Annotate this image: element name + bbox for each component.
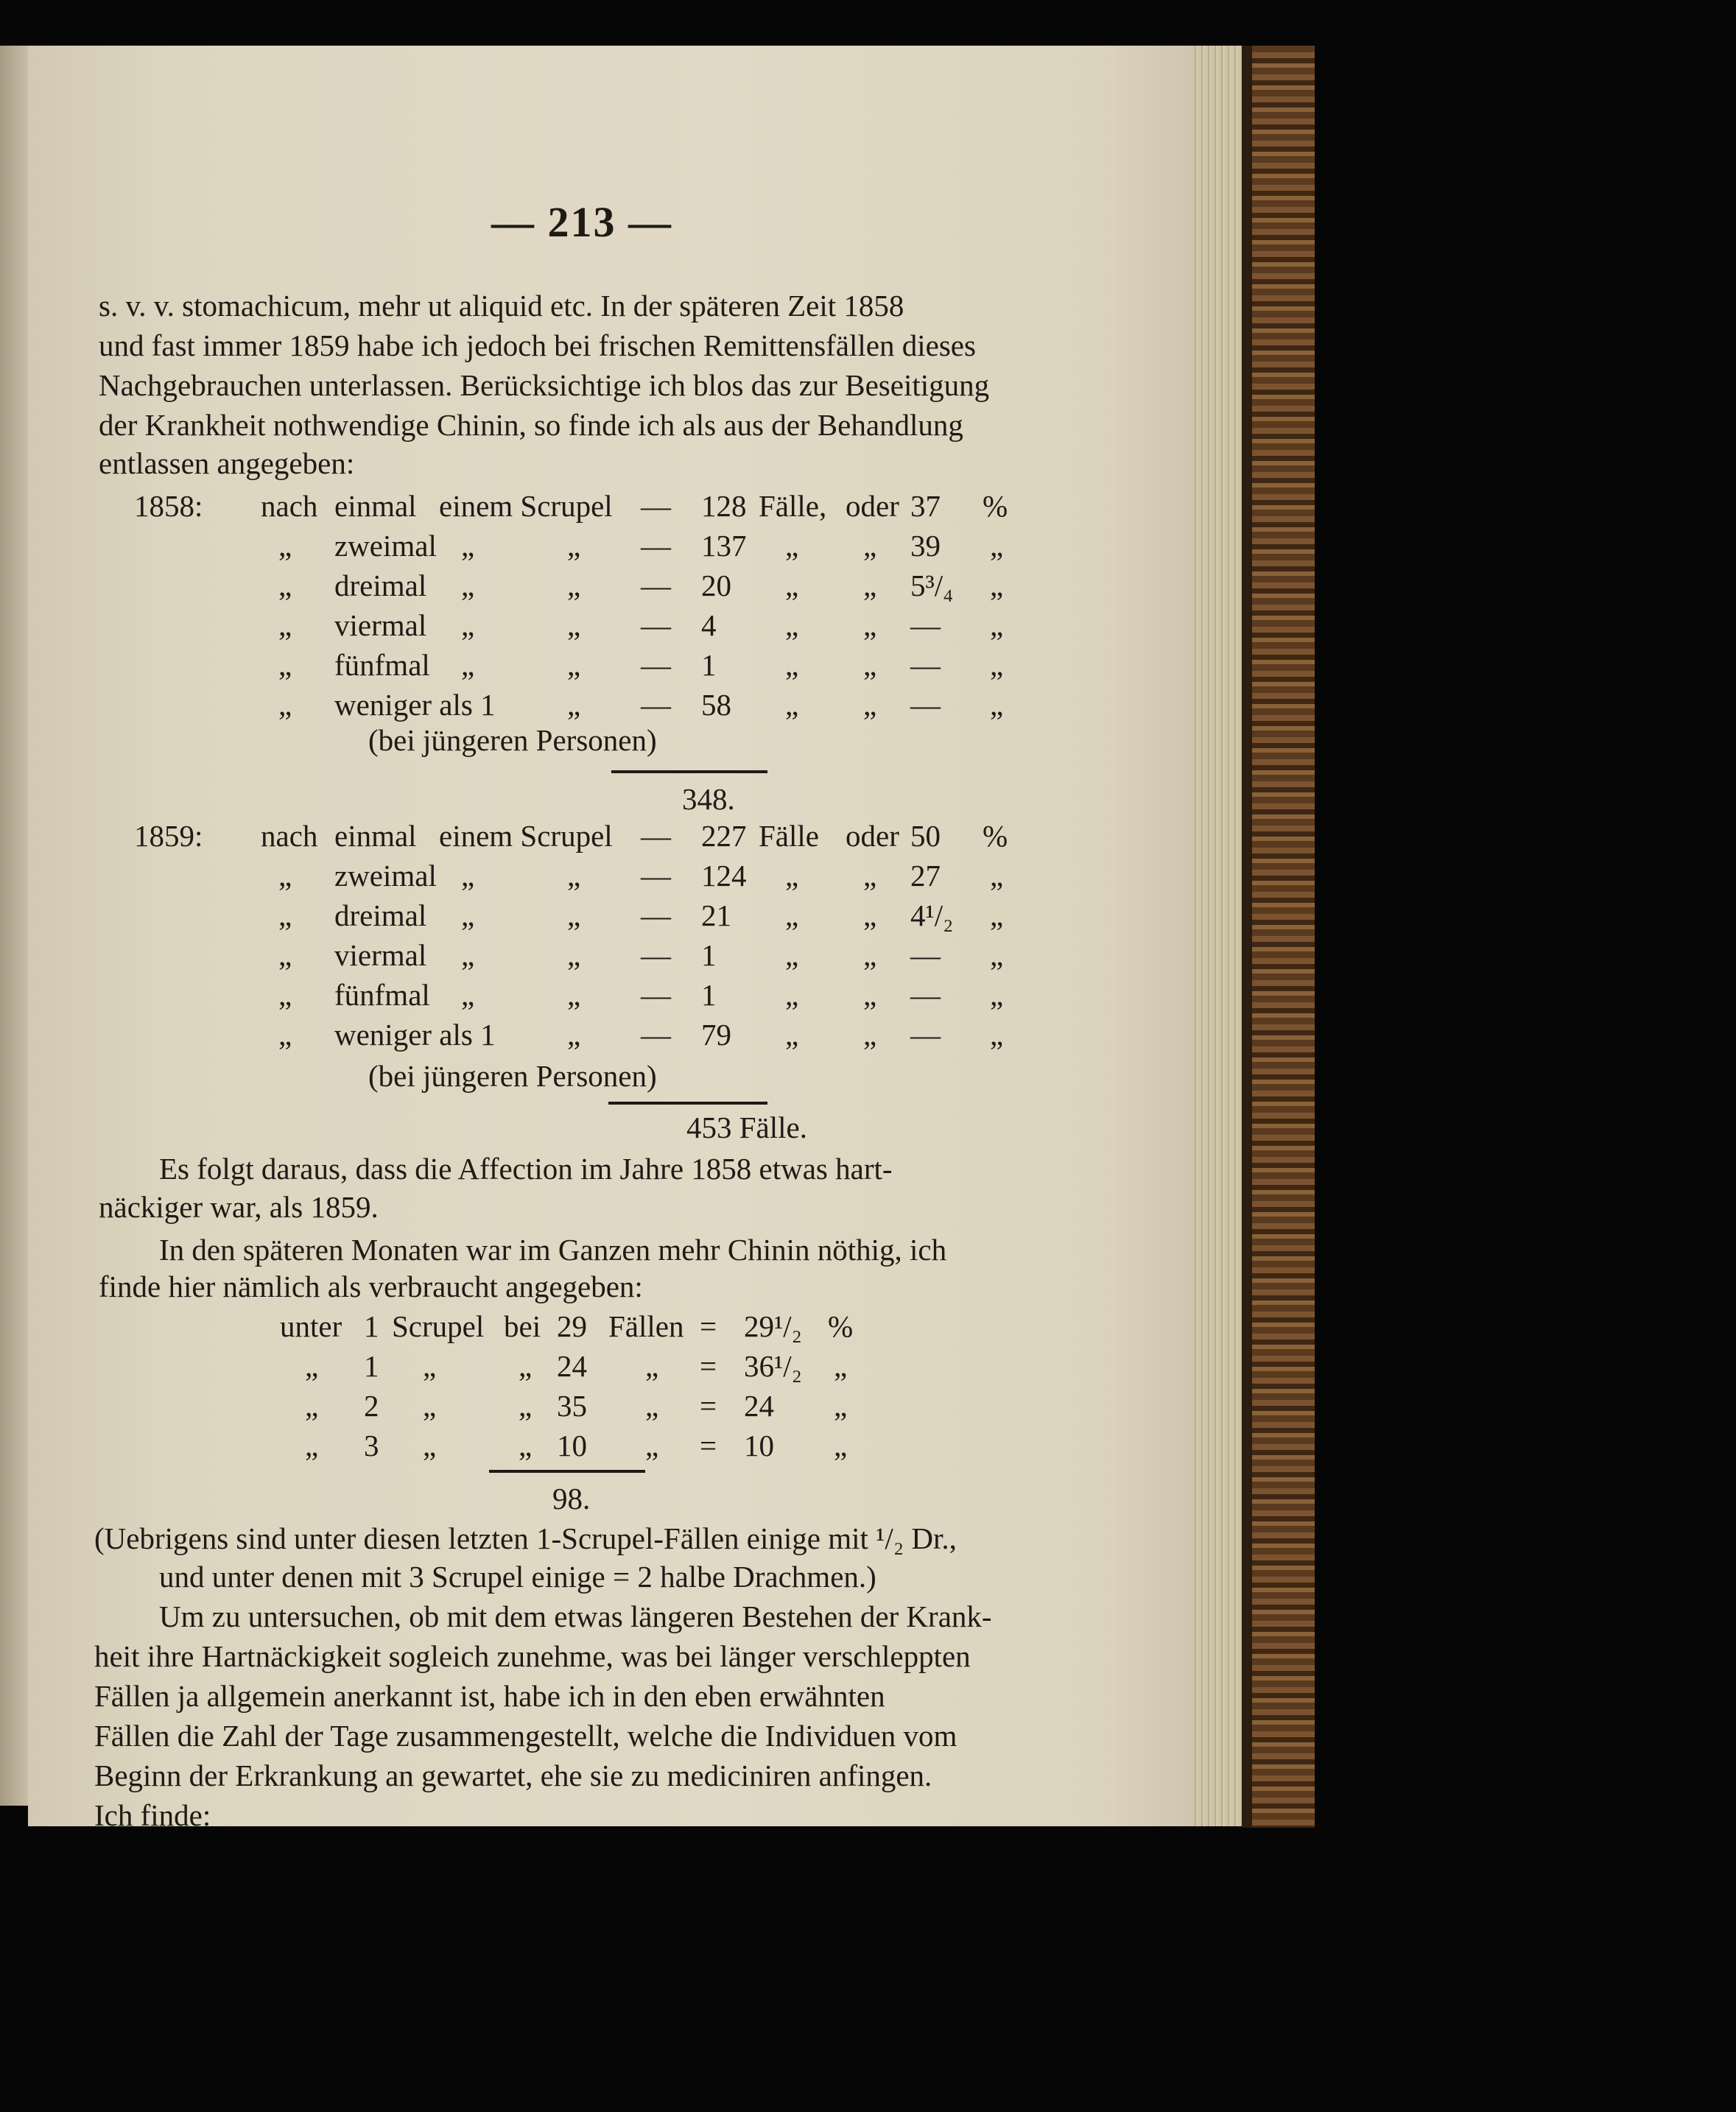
table-cell-cases: Fällen [608, 1309, 684, 1343]
facing-page-edge [0, 46, 28, 1806]
table-cell-dash: — [641, 608, 671, 642]
table-cell-d1: „ [567, 1018, 581, 1052]
para-line: Beginn der Erkrankung an gewartet, ehe sie zu mediciniren anfingen. [94, 1759, 932, 1792]
table-cell-sym: „ [834, 1429, 848, 1462]
table-cell-pct: 5³/₄ [910, 569, 954, 602]
table-cell-cases: „ [785, 1018, 799, 1052]
table-cell-pct: — [910, 648, 941, 682]
table-cell-d1: „ [567, 898, 581, 932]
table-cell-oder: „ [863, 1018, 877, 1052]
table-cell-unit: einem Scrupel [439, 489, 613, 523]
para-line: Fällen die Zahl der Tage zusammengestellt, welche die Individuen vom [94, 1719, 957, 1753]
table-cell-oder: „ [863, 529, 877, 563]
para-line: näckiger war, als 1859. [99, 1190, 379, 1224]
table-cell-unit: „ [461, 608, 475, 642]
table-cell-times: viermal [334, 938, 427, 972]
table-cell-d1: „ [567, 978, 581, 1012]
para-line: In den späteren Monaten war im Ganzen mehr Chinin nöthig, ich [159, 1233, 947, 1267]
table-cell-times: einmal [334, 489, 417, 523]
table-cell-ditto: „ [278, 938, 292, 972]
year-label-1858: 1858: [134, 489, 203, 523]
table-cell-dash: — [641, 688, 671, 722]
table-cell-d1: „ [567, 608, 581, 642]
table-cell-times: weniger als 1 [334, 688, 496, 722]
table-cell-sym: % [983, 819, 1008, 853]
table-cell-oder: „ [863, 938, 877, 972]
intro-line: s. v. v. stomachicum, mehr ut aliquid etc. In der späteren Zeit 1858 [99, 289, 904, 323]
table-note: (bei jüngeren Personen) [368, 723, 657, 757]
table-cell-count: 79 [701, 1018, 731, 1052]
table-cell-unit: „ [461, 529, 475, 563]
table-cell-ditto: „ [278, 898, 292, 932]
table-cell-lead: „ [305, 1429, 319, 1462]
table-cell-dash: — [641, 529, 671, 563]
para-line: Um zu untersuchen, ob mit dem etwas längeren Bestehen der Krank- [159, 1599, 992, 1633]
table-cell-d1: „ [567, 569, 581, 602]
table-cell-oder: „ [863, 859, 877, 893]
table-cell-unit: „ [461, 648, 475, 682]
table-cell-count: 128 [701, 489, 747, 523]
table-cell-dash: — [641, 978, 671, 1012]
table-cell-count: 1 [701, 938, 717, 972]
table-cell-oder: oder [846, 489, 899, 523]
table-cell-oder: „ [863, 898, 877, 932]
table-cell-n: 2 [364, 1389, 379, 1423]
table-cell-times: weniger als 1 [334, 1018, 496, 1052]
table-cell-dash: — [641, 569, 671, 602]
table-cell-cases: „ [785, 978, 799, 1012]
table-total: 453 Fälle. [686, 1110, 807, 1144]
para-line: Ich finde: [94, 1798, 211, 1832]
table-cell-times: fünfmal [334, 648, 430, 682]
table-cell-eq: = [700, 1309, 717, 1343]
table-cell-ditto: „ [278, 608, 292, 642]
table-cell-bei: bei [504, 1309, 541, 1343]
table-cell-ditto: „ [278, 859, 292, 893]
note-line: (Uebrigens sind unter diesen letzten 1-Scrupel-Fällen einige mit ¹/₂ Dr., [94, 1521, 957, 1555]
table-cell-oder: „ [863, 648, 877, 682]
table-cell-count: 35 [557, 1389, 587, 1423]
table-cell-sym: „ [990, 898, 1004, 932]
table-cell-eq: = [700, 1349, 717, 1383]
table-cell-times: fünfmal [334, 978, 430, 1012]
table-cell-sym: „ [834, 1349, 848, 1383]
table-cell-count: 137 [701, 529, 747, 563]
table-cell-cases: Fälle [759, 819, 819, 853]
intro-line: entlassen angegeben: [99, 446, 355, 480]
note-line: und unter denen mit 3 Scrupel einige = 2 halbe Drachmen.) [159, 1560, 876, 1594]
table-cell-count: 1 [701, 648, 717, 682]
table-cell-dash: — [641, 648, 671, 682]
table-cell-oder: „ [863, 688, 877, 722]
table-cell-sym: „ [990, 529, 1004, 563]
table-cell-val: 29¹/₂ [744, 1309, 802, 1343]
table-cell-dash: — [641, 859, 671, 893]
table-cell-val: 36¹/₂ [744, 1349, 802, 1383]
table-cell-bei: „ [519, 1429, 533, 1462]
table-cell-val: 10 [744, 1429, 774, 1462]
table-cell-n: 1 [364, 1349, 379, 1383]
sum-rule [489, 1470, 645, 1473]
table-cell-ditto: „ [278, 1018, 292, 1052]
table-cell-unit: einem Scrupel [439, 819, 613, 853]
table-cell-count: 20 [701, 569, 731, 602]
table-cell-cases: „ [785, 608, 799, 642]
intro-line: Nachgebrauchen unterlassen. Berücksichtige ich blos das zur Beseitigung [99, 368, 990, 402]
table-cell-unit: „ [461, 569, 475, 602]
table-cell-cases: „ [785, 529, 799, 563]
table-cell-pct: 39 [910, 529, 941, 563]
table-cell-d1: „ [567, 859, 581, 893]
table-cell-sym: „ [990, 938, 1004, 972]
table-cell-cases: „ [645, 1429, 659, 1462]
sum-rule [608, 1102, 767, 1105]
table-cell-cases: „ [785, 898, 799, 932]
table-cell-count: 4 [701, 608, 717, 642]
para-line: finde hier nämlich als verbraucht angegeben: [99, 1270, 643, 1303]
table-cell-pct: 50 [910, 819, 941, 853]
table-cell-times: viermal [334, 608, 427, 642]
table-cell-unit: „ [461, 938, 475, 972]
table-cell-sym: „ [990, 648, 1004, 682]
table-cell-eq: = [700, 1429, 717, 1462]
table-cell-count: 227 [701, 819, 747, 853]
table-cell-count: 29 [557, 1309, 587, 1343]
page-number: — 213 — [491, 198, 672, 246]
table-cell-times: einmal [334, 819, 417, 853]
table-cell-count: 124 [701, 859, 747, 893]
table-note: (bei jüngeren Personen) [368, 1059, 657, 1093]
marbled-cover-board [1252, 46, 1315, 1828]
table-cell-pct: 37 [910, 489, 941, 523]
table-cell-ditto: „ [278, 569, 292, 602]
table-cell-ditto: „ [278, 529, 292, 563]
table-cell-d1: „ [567, 648, 581, 682]
table-cell-times: dreimal [334, 898, 427, 932]
table-cell-oder: „ [863, 569, 877, 602]
table-cell-eq: = [700, 1389, 717, 1423]
table-cell-sym: „ [990, 978, 1004, 1012]
table-cell-d1: „ [567, 529, 581, 563]
table-cell-lead: nach [261, 819, 318, 853]
table-cell-d1: „ [567, 938, 581, 972]
table-cell-dash: — [641, 1018, 671, 1052]
table-cell-ditto: „ [278, 648, 292, 682]
table-cell-pct: 27 [910, 859, 941, 893]
table-cell-cases: „ [785, 688, 799, 722]
table-cell-lead: unter [280, 1309, 342, 1343]
year-label-1859: 1859: [134, 819, 203, 853]
table-cell-bei: „ [519, 1389, 533, 1423]
table-total: 98. [552, 1482, 591, 1516]
para-line: heit ihre Hartnäckigkeit sogleich zunehme, was bei länger verschleppten [94, 1639, 971, 1673]
table-cell-oder: oder [846, 819, 899, 853]
table-cell-count: 10 [557, 1429, 587, 1462]
table-cell-n: 1 [364, 1309, 379, 1343]
table-cell-pct: — [910, 688, 941, 722]
table-cell-count: 1 [701, 978, 717, 1012]
table-cell-cases: „ [785, 648, 799, 682]
table-cell-sym: % [983, 489, 1008, 523]
table-cell-unit: „ [461, 859, 475, 893]
table-cell-unit: „ [423, 1349, 437, 1383]
table-cell-val: 24 [744, 1389, 774, 1423]
table-total: 348. [682, 782, 735, 816]
table-cell-sym: % [828, 1309, 854, 1343]
sum-rule [611, 770, 767, 773]
para-line: Es folgt daraus, dass die Affection im Jahre 1858 etwas hart- [159, 1152, 893, 1186]
table-cell-pct: — [910, 978, 941, 1012]
table-cell-oder: „ [863, 608, 877, 642]
table-cell-times: zweimal [334, 529, 437, 563]
table-cell-sym: „ [834, 1389, 848, 1423]
table-cell-sym: „ [990, 859, 1004, 893]
table-cell-cases: „ [785, 859, 799, 893]
table-cell-lead: nach [261, 489, 318, 523]
intro-line: der Krankheit nothwendige Chinin, so finde ich als aus der Behandlung [99, 408, 963, 442]
table-cell-count: 21 [701, 898, 731, 932]
table-cell-pct: — [910, 938, 941, 972]
table-cell-ditto: „ [278, 688, 292, 722]
table-cell-sym: „ [990, 569, 1004, 602]
table-cell-pct: 4¹/₂ [910, 898, 954, 932]
table-cell-d1: „ [567, 688, 581, 722]
table-cell-cases: „ [785, 569, 799, 602]
table-cell-unit: Scrupel [392, 1309, 485, 1343]
table-cell-sym: „ [990, 608, 1004, 642]
table-cell-times: zweimal [334, 859, 437, 893]
table-cell-dash: — [641, 898, 671, 932]
table-cell-ditto: „ [278, 978, 292, 1012]
para-line: Fällen ja allgemein anerkannt ist, habe ich in den eben erwähnten [94, 1679, 885, 1713]
table-cell-dash: — [641, 938, 671, 972]
table-cell-cases: Fälle, [759, 489, 827, 523]
table-cell-sym: „ [990, 1018, 1004, 1052]
table-cell-count: 58 [701, 688, 731, 722]
table-cell-pct: — [910, 1018, 941, 1052]
table-cell-bei: „ [519, 1349, 533, 1383]
table-cell-sym: „ [990, 688, 1004, 722]
table-cell-cases: „ [785, 938, 799, 972]
table-cell-unit: „ [423, 1389, 437, 1423]
table-cell-oder: „ [863, 978, 877, 1012]
table-cell-unit: „ [461, 978, 475, 1012]
table-cell-unit: „ [461, 898, 475, 932]
table-cell-count: 24 [557, 1349, 587, 1383]
table-cell-dash: — [641, 819, 671, 853]
intro-line: und fast immer 1859 habe ich jedoch bei frischen Remittensfällen dieses [99, 328, 976, 362]
table-cell-lead: „ [305, 1389, 319, 1423]
table-cell-lead: „ [305, 1349, 319, 1383]
table-cell-cases: „ [645, 1349, 659, 1383]
table-cell-n: 3 [364, 1429, 379, 1462]
table-cell-pct: — [910, 608, 941, 642]
table-cell-dash: — [641, 489, 671, 523]
table-cell-unit: „ [423, 1429, 437, 1462]
table-cell-cases: „ [645, 1389, 659, 1423]
table-cell-times: dreimal [334, 569, 427, 602]
